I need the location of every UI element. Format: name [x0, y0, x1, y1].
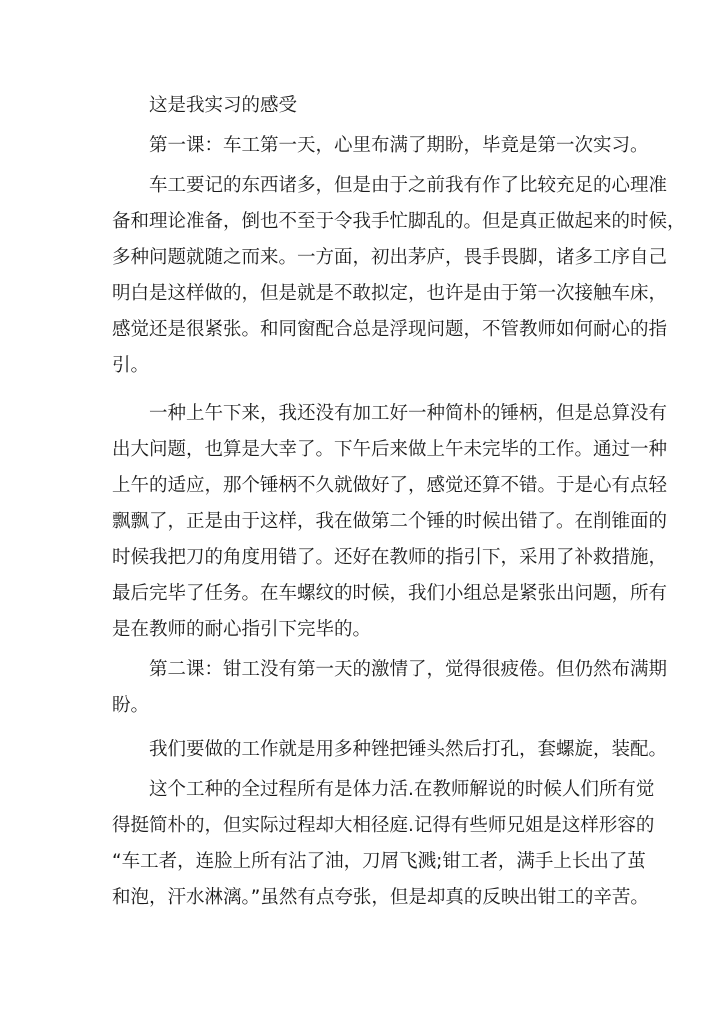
- paragraph-line: 时候我把刀的角度用错了。还好在教师的指引下，采用了补救措施，: [112, 547, 668, 568]
- paragraph-line: 这个工种的全过程所有是体力活.在教师解说的时候人们所有觉: [149, 779, 655, 800]
- paragraph-line: 感觉还是很紧张。和同窗配合总是浮现问题，不管教师如何耐心的指: [112, 319, 668, 340]
- paragraph-line: 盼。: [112, 695, 150, 716]
- paragraph-line: 上午的适应，那个锤柄不久就做好了，感觉还算不错。于是心有点轻: [112, 475, 668, 496]
- paragraph-line: 多种问题就随之而来。一方面，初出茅庐，畏手畏脚，诸多工序自己: [112, 247, 668, 268]
- paragraph-line: 车工要记的东西诸多，但是由于之前我有作了比较充足的心理准: [149, 175, 668, 196]
- paragraph-line: 得挺简朴的，但实际过程却大相径庭.记得有些师兄姐是这样形容的: [112, 815, 655, 836]
- paragraph-line: 和泡，汗水淋漓。”虽然有点夸张，但是却真的反映出钳工的辛苦。: [112, 887, 649, 908]
- paragraph-line: 引。: [112, 355, 150, 376]
- paragraph-line: 是在教师的耐心指引下完毕的。: [112, 619, 372, 640]
- paragraph-line: 最后完毕了任务。在车螺纹的时候，我们小组总是紧张出问题，所有: [112, 583, 668, 604]
- paragraph-line: 第二课：钳工没有第一天的激情了，觉得很疲倦。但仍然布满期: [149, 659, 668, 680]
- paragraph-line: 出大问题，也算是大幸了。下午后来做上午未完毕的工作。通过一种: [112, 439, 668, 460]
- paragraph-line: 第一课：车工第一天，心里布满了期盼，毕竟是第一次实习。: [149, 135, 649, 156]
- paragraph-line: 我们要做的工作就是用多种锉把锤头然后打孔，套螺旋，装配。: [149, 739, 668, 760]
- paragraph-line: 一种上午下来，我还没有加工好一种简朴的锤柄，但是总算没有: [149, 403, 668, 424]
- paragraph-line: 明白是这样做的，但是就是不敢拟定，也许是由于第一次接触车床，: [112, 283, 668, 304]
- paragraph-line: 飘飘了，正是由于这样，我在做第二个锤的时候出错了。在削锥面的: [112, 511, 668, 532]
- paragraph-line: 备和理论准备，倒也不至于令我手忙脚乱的。但是真正做起来的时候，: [112, 211, 686, 232]
- document-title: 这是我实习的感受: [149, 95, 298, 116]
- paragraph-line: “车工者，连脸上所有沾了油，刀屑飞溅;钳工者，满手上长出了茧: [112, 851, 646, 872]
